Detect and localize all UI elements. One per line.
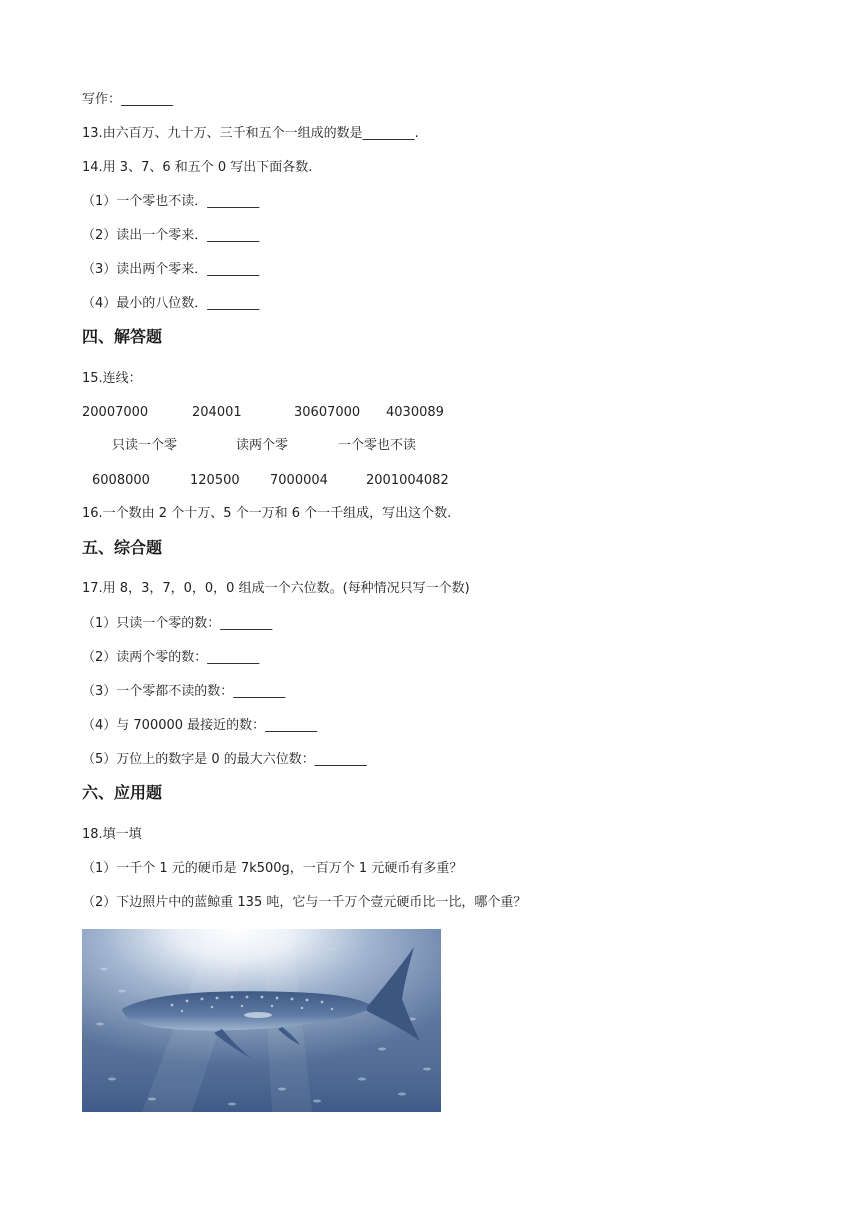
question-14-item-1: （1）一个零也不读．________ [82, 194, 260, 209]
match-top-number-4: 4030089 [386, 405, 444, 420]
section-heading-5: 五、综合题 [82, 538, 163, 557]
question-17-item-2: （2）读两个零的数：________ [82, 650, 260, 665]
section-heading-4: 四、解答题 [82, 327, 163, 346]
question-16: 16.一个数由 2 个十万、5 个一万和 6 个一千组成，写出这个数. [82, 506, 452, 521]
question-14: 14.用 3、7、6 和五个 0 写出下面各数. [82, 160, 313, 175]
match-category-2: 读两个零 [236, 438, 289, 453]
match-top-number-3: 30607000 [294, 405, 361, 420]
question-18-item-2: （2）下边照片中的蓝鲸重 135 吨，它与一千万个壹元硬币比一比，哪个重？ [82, 895, 527, 910]
question-14-item-4: （4）最小的八位数．________ [82, 296, 260, 311]
question-18: 18.填一填 [82, 827, 142, 842]
match-top-number-1: 20007000 [82, 405, 149, 420]
question-18-item-1: （1）一千个 1 元的硬币是 7k500g，一百万个 1 元硬币有多重？ [82, 861, 463, 876]
question-17-item-3: （3）一个零都不读的数：________ [82, 684, 286, 699]
question-14-item-2: （2）读出一个零来．________ [82, 228, 260, 243]
question-14-item-3: （3）读出两个零来．________ [82, 262, 260, 277]
question-17-item-1: （1）只读一个零的数：________ [82, 616, 273, 631]
question-13: 13.由六百万、九十万、三千和五个一组成的数是________. [82, 126, 419, 141]
match-top-number-2: 204001 [192, 405, 242, 420]
match-category-3: 一个零也不读 [338, 438, 417, 453]
match-bottom-number-2: 120500 [190, 473, 240, 488]
whale-shark-photo [82, 929, 441, 1112]
question-17: 17.用 8，3，7，0，0，0 组成一个六位数。(每种情况只写一个数) [82, 581, 470, 596]
section-heading-6: 六、应用题 [82, 783, 163, 802]
match-category-1: 只读一个零 [112, 438, 178, 453]
question-17-item-5: （5）万位上的数字是 0 的最大六位数：________ [82, 752, 367, 767]
writing-line: 写作：________ [82, 92, 174, 107]
question-17-item-4: （4）与 700000 最接近的数：________ [82, 718, 318, 733]
question-15: 15.连线： [82, 371, 142, 386]
match-bottom-number-1: 6008000 [92, 473, 150, 488]
match-bottom-number-4: 2001004082 [366, 473, 449, 488]
match-bottom-number-3: 7000004 [270, 473, 328, 488]
